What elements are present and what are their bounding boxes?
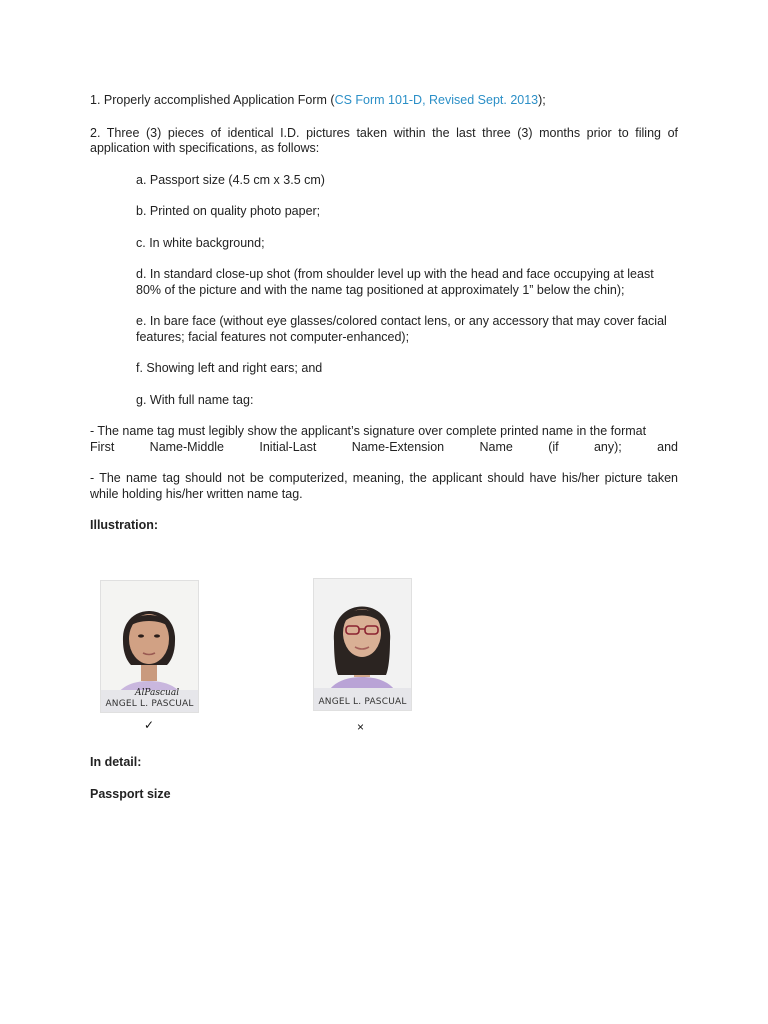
name-tag-note-2: - The name tag should not be computerized, meaning, the applicant should have his/her picture taken while holding his/her written name tag. — [90, 471, 678, 501]
checkmark-icon: ✓ — [144, 718, 155, 732]
illustration-photos — [90, 578, 678, 738]
name-tag-note-1 — [90, 424, 678, 455]
name-tag-note-1-line1: - The name tag must legibly show the applicant’s signature over complete printed name in the format — [90, 424, 647, 438]
correct-photo-printed-name: ANGEL L. PASCUAL — [105, 699, 194, 709]
correct-photo-signature: AlPascual — [135, 688, 180, 698]
requirement-1-text: 1. Properly accomplished Application Form ( — [90, 93, 335, 107]
requirement-2: 2. Three (3) pieces of identical I.D. pictures taken within the last three (3) months prior to filing of application with specifications, as follows: — [90, 125, 678, 155]
in-detail-heading: In detail: — [90, 755, 142, 769]
requirement-1-suffix: ); — [538, 93, 546, 107]
spec-item-g: g. With full name tag: — [136, 392, 254, 407]
spec-item-e: e. In bare face (without eye glasses/colored contact lens, or any accessory that may cover facial features; facial features not computer-enhanced); — [136, 314, 667, 344]
spec-item-d: d. In standard close-up shot (from shoulder level up with the head and face occupying at least 80% of the picture and with the name tag positioned at approximately 1” below the chin); — [136, 267, 654, 297]
incorrect-photo-printed-name: ANGEL L. PASCUAL — [318, 697, 407, 707]
passport-size-heading: Passport size — [90, 786, 171, 801]
name-tag-note-1-line2: First Name-Middle Initial-Last Name-Extension Name (if any); and — [90, 439, 678, 454]
cross-icon: × — [357, 720, 365, 734]
correct-id-photo — [100, 580, 199, 713]
cs-form-link[interactable]: CS Form 101-D, Revised Sept. 2013 — [334, 93, 539, 107]
details-section — [90, 755, 678, 818]
spec-item-f: f. Showing left and right ears; and — [136, 361, 323, 375]
requirement-1 — [90, 93, 678, 109]
illustration-heading: Illustration: — [90, 518, 159, 532]
spec-item-c: c. In white background; — [136, 235, 265, 250]
requirements-section — [90, 93, 678, 534]
spec-item-b: b. Printed on quality photo paper; — [136, 204, 321, 218]
spec-item-a: a. Passport size (4.5 cm x 3.5 cm) — [136, 172, 325, 187]
incorrect-id-photo — [313, 578, 412, 711]
